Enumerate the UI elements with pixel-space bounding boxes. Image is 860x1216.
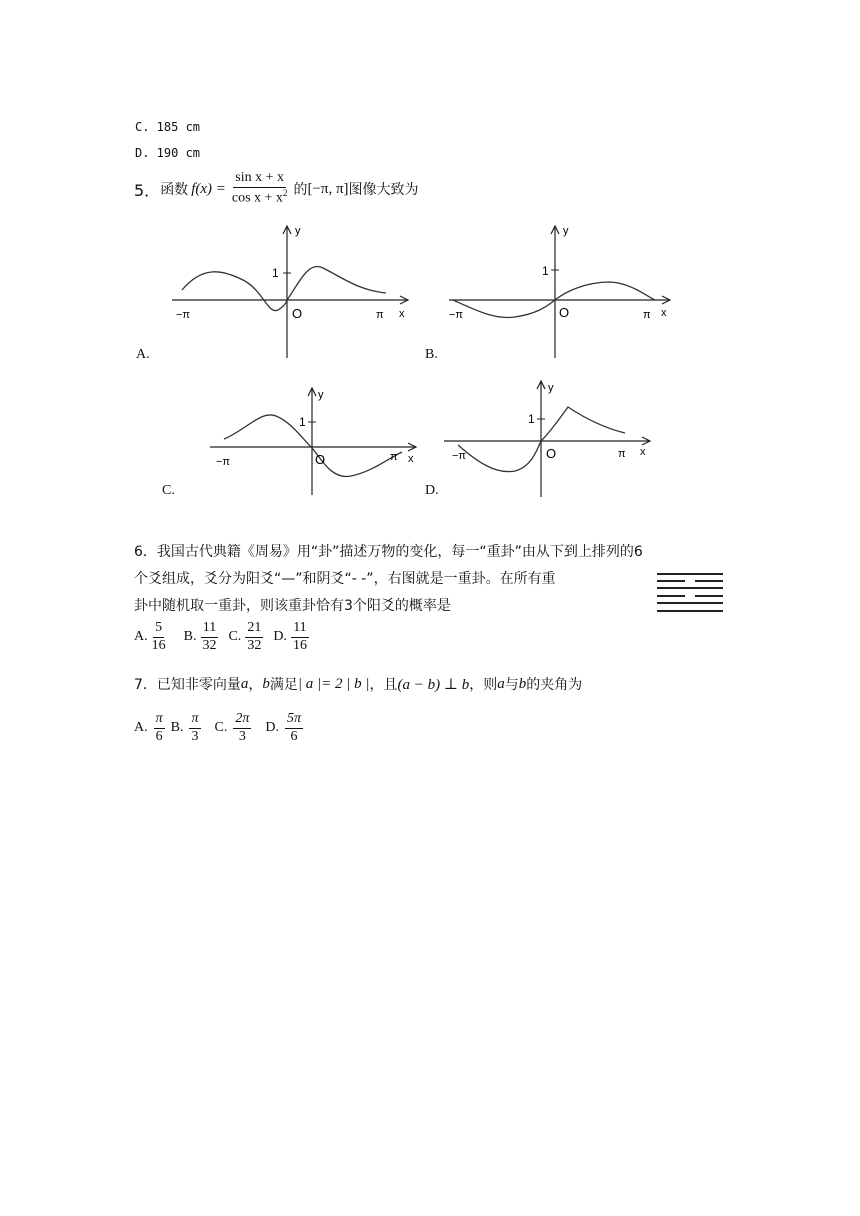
hexagram-figure [655, 570, 727, 616]
q7-option-c-label: C. [214, 720, 228, 735]
graph-d-one: 1 [528, 412, 535, 426]
graph-b-origin: O [559, 305, 570, 320]
graph-a-neg-pi: −π [176, 309, 191, 321]
q7-text-c: ，且 [369, 677, 398, 693]
q6-option-c-den: 32 [247, 637, 262, 653]
q7-option-b-frac [189, 712, 200, 744]
q7-option-a-num: π [154, 712, 165, 729]
q6-option-b-frac [200, 621, 218, 653]
graph-b-label: B. [425, 347, 438, 362]
q5-denominator-base: cos x + x [231, 190, 283, 206]
q7-var-a: a [240, 675, 249, 692]
graph-a-one: 1 [272, 266, 279, 280]
graph-c [206, 382, 421, 497]
q7-option-c-num: 2π [233, 712, 251, 729]
graph-b [445, 220, 675, 360]
graph-c-one: 1 [299, 415, 306, 429]
q5-fraction [230, 171, 290, 206]
q6-option-d-den: 16 [292, 637, 307, 653]
graph-a [168, 220, 413, 360]
graph-a-pi: π [376, 309, 384, 321]
q7-var-b: b [262, 675, 270, 692]
q5-interval-pre: 的 [293, 182, 308, 198]
q7-option-b-num: π [189, 712, 200, 729]
graph-d-x-label: x [640, 446, 646, 458]
graph-b-y-label: y [563, 225, 569, 237]
q6-option-c-frac [245, 621, 263, 653]
graph-a-x-label: x [399, 308, 405, 320]
q6-option-a-num: 5 [153, 621, 164, 638]
q7-var-a-2: a [497, 675, 505, 692]
q5-interval: [−π, π] [307, 180, 349, 197]
q7-options [134, 706, 307, 750]
q7-option-a-label: A. [134, 720, 148, 735]
q7-text-a: 已知非零向量 [156, 677, 241, 693]
graph-d-label: D. [425, 483, 439, 498]
graph-a-y-label: y [295, 225, 301, 237]
q7-text-d: ，则 [469, 677, 498, 693]
q7-option-b-label: B. [170, 720, 184, 735]
graph-d-neg-pi: −π [452, 450, 467, 462]
q5-numerator: sin x + x [233, 171, 286, 188]
graph-c-label: C. [162, 483, 175, 498]
q7-text-e: 与 [504, 677, 519, 693]
q7-option-d-label: D. [265, 720, 279, 735]
q6-option-d-label: D. [273, 629, 287, 644]
graph-c-curve [224, 415, 402, 477]
q6-option-a-label: A. [134, 629, 148, 644]
q5-denominator [230, 188, 290, 206]
graph-c-origin: O [315, 452, 326, 467]
graph-b-one: 1 [542, 264, 549, 278]
q7-stem [134, 673, 582, 695]
q7-var-b-2: b [518, 675, 527, 692]
q7-option-c-frac [233, 712, 251, 744]
graph-d [440, 375, 655, 500]
q6-option-d-frac [291, 621, 309, 653]
q6-options [134, 615, 313, 659]
q6-option-d-num: 11 [291, 621, 308, 638]
q6-option-a-frac [150, 621, 168, 653]
q6-line-1: 6．我国古代典籍《周易》用“卦”描述万物的变化，每一“重卦”由从下到上排列的6 [134, 544, 643, 560]
graph-a-origin: O [292, 306, 303, 321]
q4-option-d: D. 190 cm [135, 146, 201, 160]
q6-option-c-label: C. [228, 629, 242, 644]
graph-d-origin: O [546, 446, 557, 461]
graph-c-pi: π [390, 451, 398, 463]
q5-number: 5． [134, 180, 161, 200]
q7-cond-2: (a − b) ⊥ b [397, 676, 470, 693]
q7-option-d-den: 6 [290, 728, 298, 744]
q7-text-f: 的夹角为 [526, 677, 583, 693]
graph-c-y-label: y [318, 389, 324, 401]
q7-option-d-frac [285, 712, 303, 744]
q7-option-a-frac [154, 712, 165, 744]
q6-option-b-den: 32 [202, 637, 217, 653]
graph-d-pi: π [618, 448, 626, 460]
graph-c-x-label: x [408, 453, 414, 465]
graph-d-y-label: y [548, 382, 554, 394]
q5-fx: f(x) = [191, 180, 226, 197]
q7-number: 7． [134, 677, 157, 693]
q6-line-3: 卦中随机取一重卦，则该重卦恰有3个阳爻的概率是 [134, 598, 451, 614]
q6-option-c-num: 21 [245, 621, 263, 638]
q7-option-c-den: 3 [238, 728, 246, 744]
hexagram-lines [657, 574, 723, 611]
q7-comma: ， [248, 677, 263, 693]
q4-option-c: C. 185 cm [135, 120, 201, 134]
q7-option-a-den: 6 [155, 728, 163, 744]
q6-option-a-den: 16 [151, 637, 166, 653]
graph-b-x-label: x [661, 307, 667, 319]
q7-text-b: 满足 [269, 677, 298, 693]
q6-line-2: 个爻组成，爻分为阳爻“—”和阴爻“- -”，右图就是一重卦。在所有重 [134, 571, 556, 587]
graph-a-label: A. [136, 347, 150, 362]
q6-option-b-num: 11 [201, 621, 218, 638]
q7-option-d-num: 5π [285, 712, 303, 729]
graph-b-neg-pi: −π [449, 309, 464, 321]
q6-option-b-label: B. [183, 629, 197, 644]
q5-lead: 函数 [160, 182, 189, 198]
q7-option-b-den: 3 [191, 728, 199, 744]
q5-stem [134, 167, 419, 211]
q7-cond-1: | a |= 2 | b | [297, 675, 370, 692]
q5-denominator-exp: 2 [282, 188, 288, 199]
graph-c-neg-pi: −π [216, 456, 231, 468]
q5-tail: 图像大致为 [348, 182, 419, 198]
graph-b-pi: π [643, 309, 651, 321]
